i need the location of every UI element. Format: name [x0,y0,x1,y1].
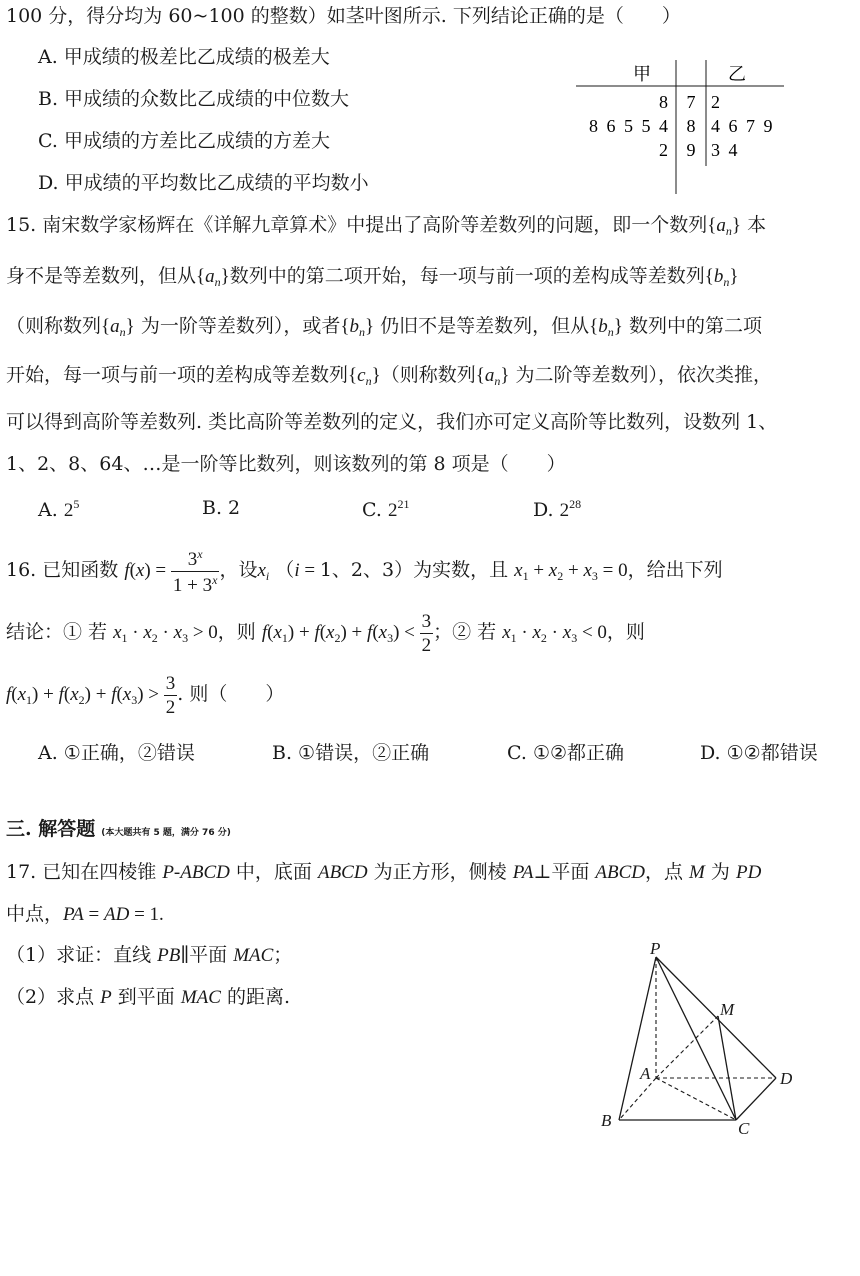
q17-part1 [6,943,292,968]
label-c: C [738,1119,750,1135]
q17-math: P-ABCD [162,862,230,883]
stemleaf-row1-right: 2 [711,92,722,112]
q16-text: （ [275,559,295,581]
q15-line6: 1、2、8、64、…是一阶等比数列，则该数列的第 8 项是（ ） [6,453,566,475]
q15-option-exp: 5 [73,497,80,511]
section-heading [6,817,231,845]
edge-pb [619,957,656,1120]
q16-fraction: $\frac{3}{2}$ [421,610,432,656]
stemleaf-row2-right: 4 6 7 9 [711,116,775,136]
label-m: M [720,1000,735,1019]
q17-text: ∥平面 [180,944,228,966]
q14-option-a: A. 甲成绩的极差比乙成绩的极差大 [38,46,330,68]
q16-option-a: A. ①正确，②错误 [38,742,195,764]
q17-math: P [100,987,112,1008]
q17-text: 中，底面 [235,861,312,883]
q16-text: 1、2、3）为实数，且 [319,559,509,581]
q16-text: ，设 [219,559,258,581]
q16-fraction: $\frac{3^x}{1 + 3^x}$ [172,546,218,596]
q15-text: 本 [747,214,767,236]
q14-stem-tail: 100 分，得分均为 60~100 的整数）如茎叶图所示. 下列结论正确的是（ ） [6,5,681,27]
q15-option-label: D. [533,499,554,521]
q17-math: ABCD [317,862,368,883]
stemleaf-row2-stem: 8 [686,116,696,136]
stemleaf-row2-left: 8 6 5 5 4 [589,116,670,136]
q15-line4: 开始，每一项与前一项的差构成等差数列$\{c_n\}$（则称数列$\{a_n\}$ 为二阶等差数列），依次类推， [6,364,773,388]
stemleaf-row3-right: 3 4 [711,140,740,160]
q15-line5: 可以得到高阶等差数列. 类比高阶等差数列的定义，我们亦可定义高阶等比数列，设数列 1、 [6,411,778,433]
q15-text: 为二阶等差数列），依次类推， [515,364,773,386]
edge-cd [736,1078,776,1120]
q15-option-d [533,497,581,522]
q15-text: （则称数列 [380,364,476,386]
q17-text: 17. 已知在四棱锥 [6,861,157,883]
stemleaf-header-right: 乙 [728,64,746,85]
q15-text: 数列中的第二项 [628,315,762,337]
q14-option-b: B. 甲成绩的众数比乙成绩的中位数大 [38,88,350,110]
stem-leaf-plot [572,58,792,198]
q17-line2 [6,902,164,927]
q17-text: 到平面 [117,986,175,1008]
q16-line3: $f(x_1) + f(x_2) + f(x_3)$ > $\frac{3}{2}$ . 则（ ） [6,672,285,718]
q15-line1: 15. 南宋数学家杨辉在《详解九章算术》中提出了高阶等差数列的问题，即一个数列$\{a_n\}$ 本 [6,214,767,238]
stemleaf-row1-stem: 7 [686,92,696,112]
q15-option-b: B. 2 [202,497,241,519]
q16-option-d: D. ①②都错误 [700,742,818,764]
stemleaf-row1-left: 8 [659,92,670,112]
q17-math: PB [157,945,181,966]
q15-option-exp: 21 [397,497,410,511]
q17-text: （1）求证：直线 [6,944,152,966]
q15-option-label: A. [38,499,58,521]
q16-text: 结论：① 若 [6,621,108,643]
q15-option-c [362,497,409,522]
q16-text: ，则 [217,621,256,643]
q17-text: 为 [710,861,730,883]
edge-ac [656,1078,736,1120]
q17-text: 中点， [6,903,64,925]
q16-text: . 则（ ） [177,683,285,705]
q17-math: = [83,904,104,925]
q16-text: 16. 已知函数 [6,559,119,581]
q14-option-d: D. 甲成绩的平均数比乙成绩的平均数小 [38,172,369,194]
q17-text: （2）求点 [6,986,95,1008]
pyramid-figure [590,935,810,1135]
q15-option-exp: 28 [569,497,582,511]
q17-math: AD [104,904,130,925]
q15-text: 开始，每一项与前一项的差构成等差数列 [6,364,349,386]
q17-text: 的距离. [227,986,291,1008]
q15-text: （则称数列 [6,315,102,337]
q17-math: MAC [233,945,274,966]
q15-option-a [38,497,79,522]
section-title: 三. 解答题 [6,818,96,840]
stemleaf-row3-stem: 9 [686,140,696,160]
q17-text: 为正方形，侧棱 [373,861,507,883]
q17-math: ABCD [595,862,645,883]
q14-option-c: C. 甲成绩的方差比乙成绩的方差大 [38,130,330,152]
q17-math: = 1. [129,904,164,925]
edge-am [656,1016,718,1078]
q15-text: 15. 南宋数学家杨辉在《详解九章算术》中提出了高阶等差数列的问题，即一个数列 [6,214,708,236]
q17-math: PA [63,904,84,925]
q17-math: PA [512,862,534,883]
q17-line1 [6,860,761,885]
q16-line2: 结论：① 若 $x_1 \cdot x_2 \cdot x_3 > 0$，则 $f(x_1) + f(x_2) + f(x_3)$ < $\frac{3}{2}$ ；② 若 $x_1 \cdot x_2 \cdot x_3 < 0$，则 [6,610,645,656]
section-note: (本大题共有 5 题，满分 76 分) [101,828,231,838]
q15-text: 身不是等差数列，但从 [6,265,197,287]
edge-mc [718,1016,736,1120]
stemleaf-header-left: 甲 [633,64,651,85]
q17-math: MAC [180,987,221,1008]
q16-text: ，给出下列 [627,559,723,581]
stemleaf-row3-left: 2 [659,140,670,160]
q16-text: ，则 [606,621,645,643]
q15-option-value: 2 [63,500,74,521]
q16-text: ；② 若 [433,621,497,643]
label-p: P [650,939,661,958]
q17-math: PD [735,862,762,883]
q17-text: ⊥平面 [533,861,590,883]
q16-fraction: $\frac{3}{2}$ [165,672,176,718]
q15-option-label: C. [362,499,382,521]
label-d: D [780,1069,793,1088]
q17-math: M [689,862,705,883]
q16-option-c: C. ①②都正确 [507,742,625,764]
q15-text: 数列中的第二项开始，每一项与前一项的差构成等差数列 [229,265,705,287]
q15-option-value: 2 [559,500,570,521]
q15-text: 仍旧不是等差数列，但从 [380,315,590,337]
q17-part2 [6,985,290,1010]
edge-ab [619,1078,656,1120]
q15-line2: 身不是等差数列，但从$\{a_n\}$数列中的第二项开始，每一项与前一项的差构成等差数列$\{b_n\}$ [6,265,739,289]
q15-line3: （则称数列$\{a_n\}$ 为一阶等差数列），或者$\{b_n\}$ 仍旧不是等差数列，但从$\{b_n\}$ 数列中的第二项 [6,315,762,339]
q15-text: 为一阶等差数列），或者 [140,315,341,337]
q16-option-b: B. ①错误，②正确 [272,742,430,764]
q16-line1: 16. 已知函数 f(x) = $\frac{3^x}{1 + 3^x}$ ，设$x_i$ （i = 1、2、3）为实数，且 $x_1 + x_2 + x_3 = 0$，给出下列 [6,546,723,596]
q17-text: ； [273,944,293,966]
label-b: B [601,1111,612,1130]
q15-option-value: 2 [387,500,398,521]
q17-text: ，点 [644,861,683,883]
label-a: A [640,1064,651,1083]
